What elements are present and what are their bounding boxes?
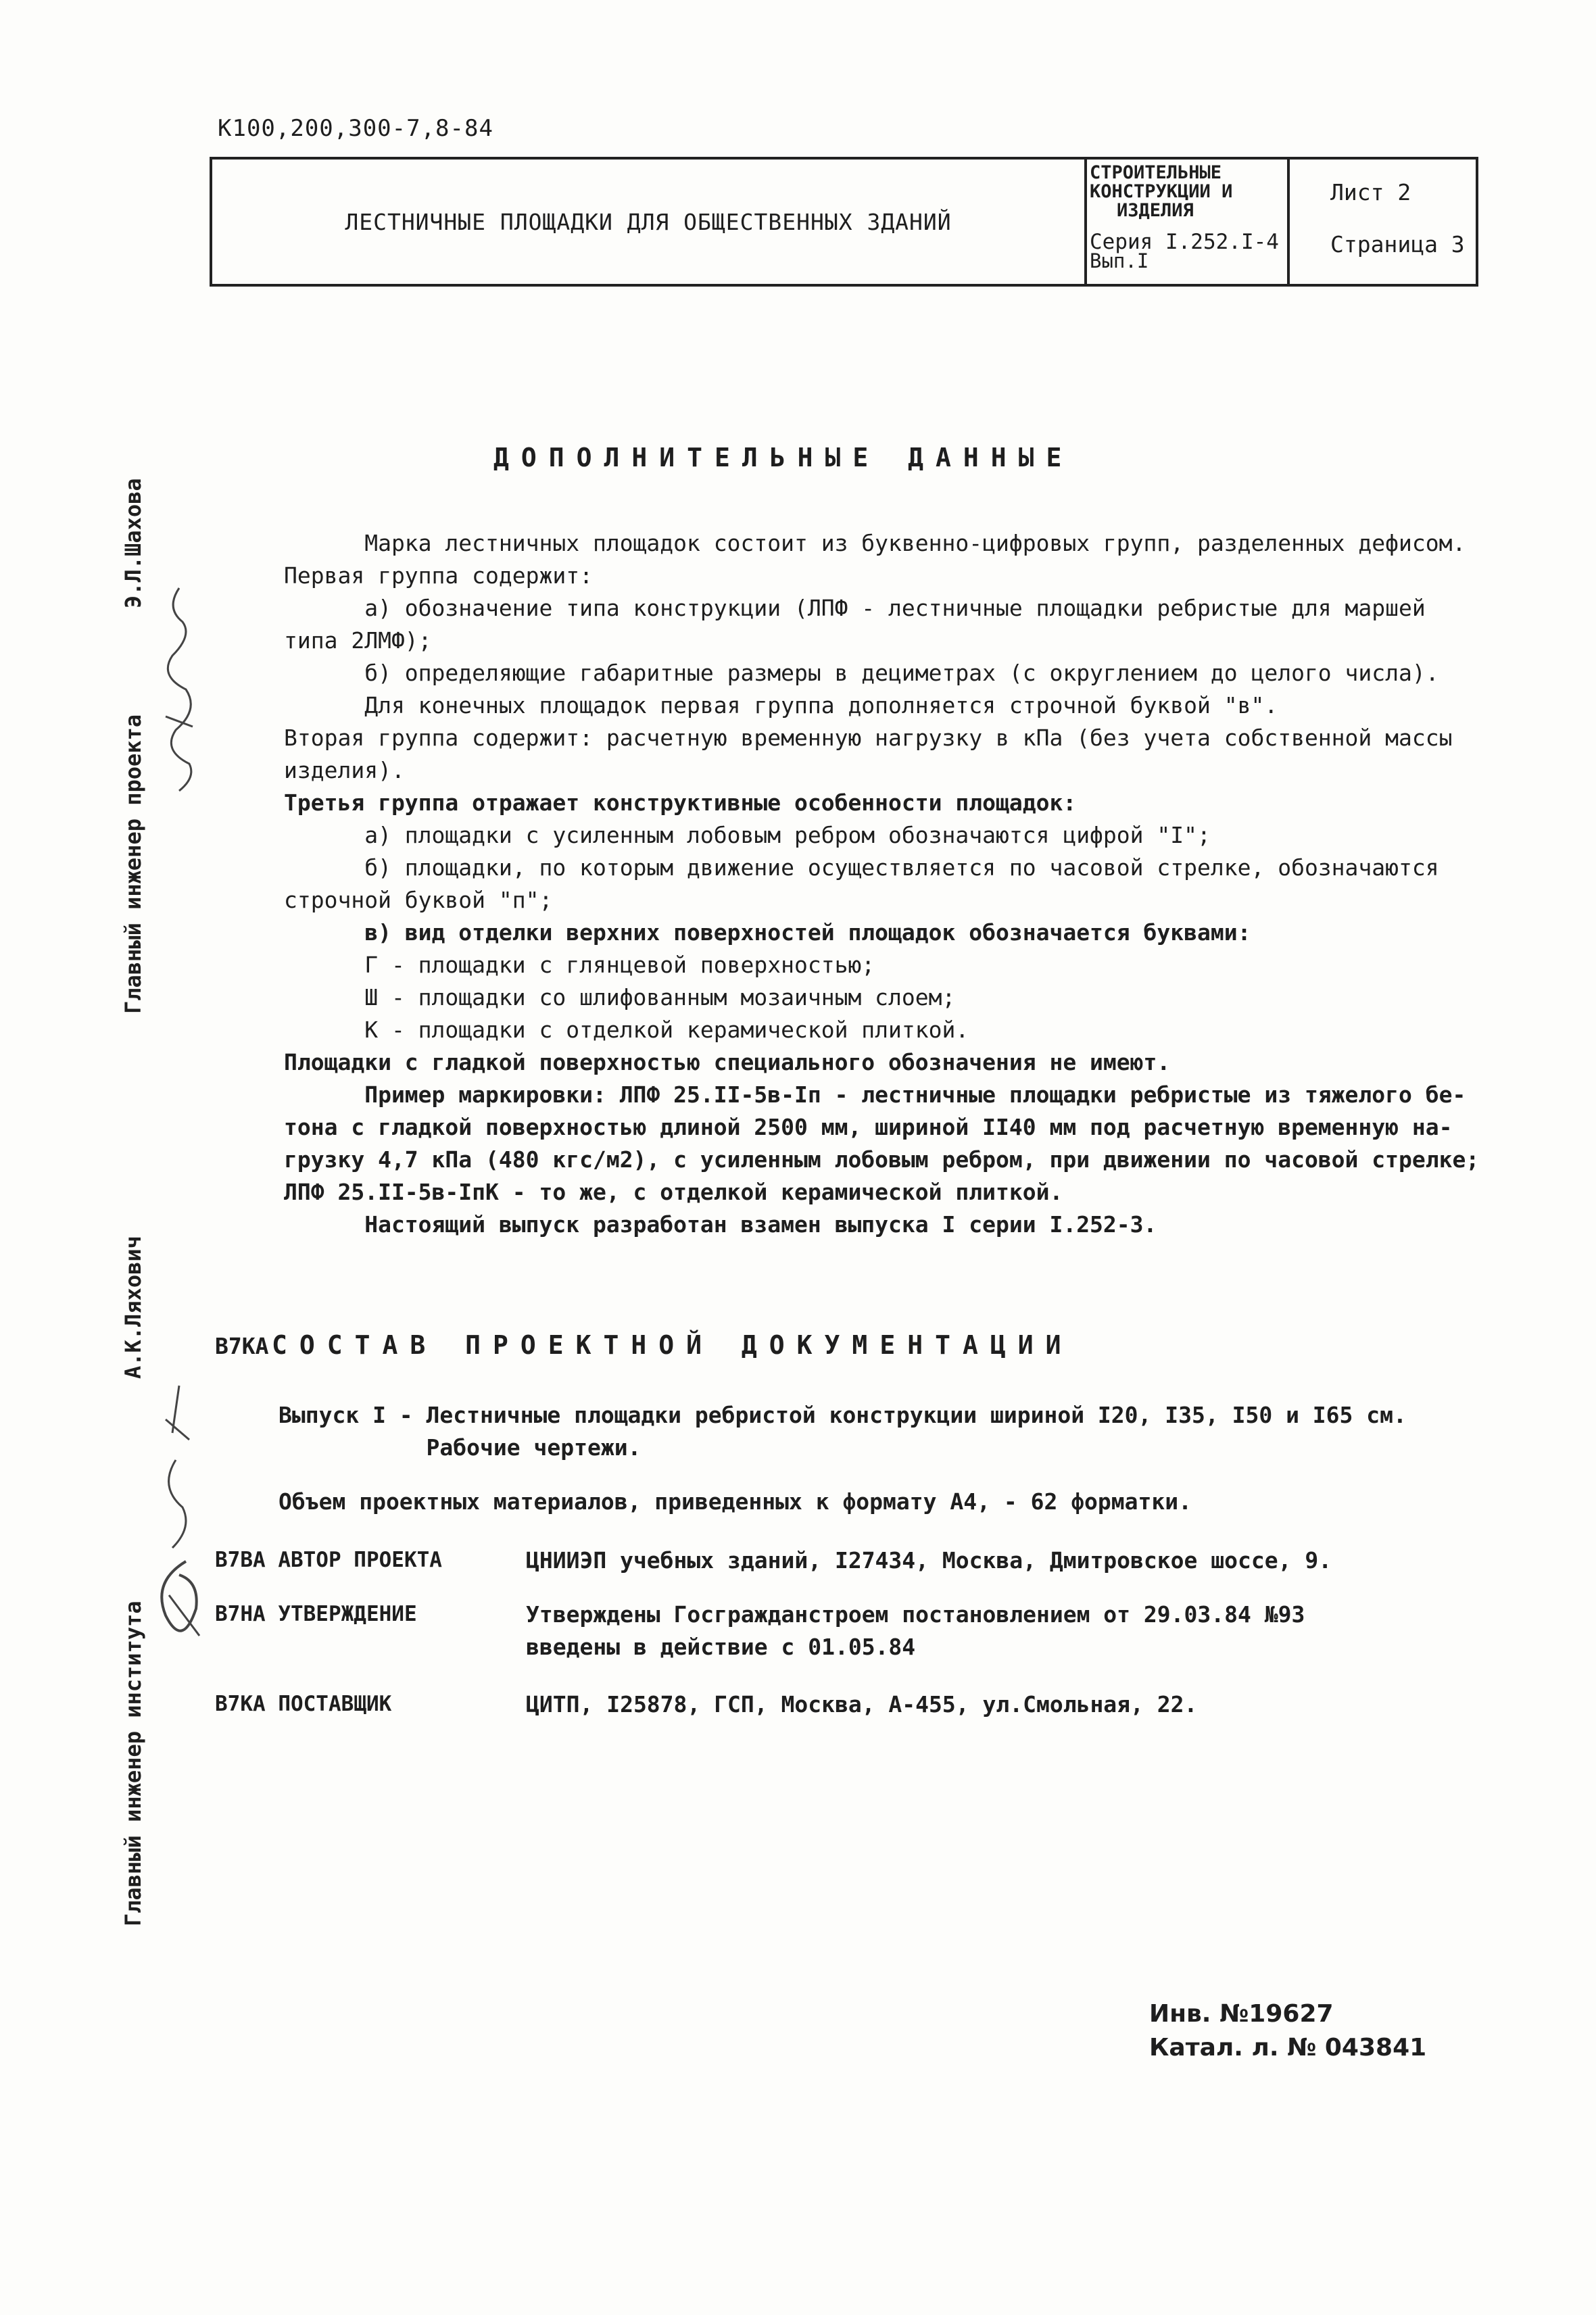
text-line: Ш - площадки со шлифованным мозаичным слоем;: [284, 984, 956, 1010]
stamp-series: Серия I.252.I-4: [1090, 230, 1279, 254]
text-line: Площадки с гладкой поверхностью специального обозначения не имеют.: [284, 1049, 1171, 1075]
row-label-author: В7ВА АВТОР ПРОЕКТА: [215, 1548, 442, 1572]
signature-2: [145, 1379, 206, 1663]
section-heading-documentation: СОСТАВ ПРОЕКТНОЙ ДОКУМЕНТАЦИИ: [272, 1330, 1073, 1360]
stamp-category-1: СТРОИТЕЛЬНЫЕ: [1090, 162, 1222, 183]
inventory-number: Инв. №19627: [1149, 2000, 1334, 2028]
text-line: б) определяющие габаритные размеры в дециметрах (с округлением до целого числа).: [284, 660, 1439, 686]
title-stamp: [210, 157, 1478, 287]
stamp-issue: Вып.I: [1090, 249, 1149, 272]
stamp-title: ЛЕСТНИЧНЫЕ ПЛОЩАДКИ ДЛЯ ОБЩЕСТВЕННЫХ ЗДАНИЙ: [212, 160, 1087, 284]
text-line: грузку 4,7 кПа (480 кгс/м2), с усиленным лобовым ребром, при движении по часовой стрелке;: [284, 1146, 1480, 1173]
text-line: тона с гладкой поверхностью длиной 2500 мм, шириной II40 мм под расчетную временную на-: [284, 1114, 1453, 1140]
text-line: ЛПФ 25.II-5в-IпК - то же, с отделкой керамической плиткой.: [284, 1179, 1063, 1205]
catalog-number: Катал. л. № 043841: [1149, 2034, 1427, 2062]
sidebar-name-lyakhovich: А.К.Ляхович: [120, 1236, 146, 1379]
stamp-category-3: ИЗДЕЛИЯ: [1117, 200, 1194, 221]
text-line: а) площадки с усиленным лобовым ребром обозначаются цифрой "I";: [284, 822, 1211, 848]
stamp-sheet: Лист 2: [1330, 179, 1411, 205]
text-line: в) вид отделки верхних поверхностей площадок обозначается буквами:: [284, 919, 1251, 946]
document-code: К100,200,300-7,8-84: [218, 115, 493, 142]
text-line: Для конечных площадок первая группа дополняется строчной буквой "в".: [284, 692, 1278, 718]
text-line: Пример маркировки: ЛПФ 25.II-5в-Iп - лестничные площадки ребристые из тяжелого бе-: [284, 1081, 1466, 1108]
section2-code: В7КА: [215, 1333, 269, 1359]
text-line: Марка лестничных площадок состоит из буквенно-цифровых групп, разделенных дефисом.: [284, 530, 1466, 556]
stamp-page: Страница 3: [1330, 231, 1465, 258]
sidebar-label-chief-engineer-institute: Главный инженер института: [120, 1601, 146, 1926]
stamp-sheet-info: [1290, 160, 1476, 284]
text-line: б) площадки, по которым движение осуществляется по часовой стрелке, обозначаются: [284, 854, 1439, 881]
text-line: Третья группа отражает конструктивные особенности площадок:: [284, 789, 1077, 816]
section-heading-additional-data: ДОПОЛНИТЕЛЬНЫЕ ДАННЫЕ: [493, 443, 1074, 472]
volume-line: Объем проектных материалов, приведенных к формату А4, - 62 форматки.: [279, 1488, 1192, 1515]
additional-data-body: [284, 527, 1479, 1241]
text-line: изделия).: [284, 757, 405, 783]
row-label-approval: В7НА УТВЕРЖДЕНИЕ: [215, 1602, 417, 1626]
row-text-approval-2: введены в действие с 01.05.84: [526, 1634, 916, 1660]
text-line: Настоящий выпуск разработан взамен выпуска I серии I.252-3.: [284, 1211, 1157, 1238]
row-text-supplier: ЦИТП, I25878, ГСП, Москва, А-455, ул.Смольная, 22.: [526, 1691, 1198, 1717]
signature-1: [152, 581, 206, 798]
stamp-category-2: КОНСТРУКЦИИ И: [1090, 181, 1233, 202]
stamp-category: [1087, 160, 1290, 284]
text-line: типа 2ЛМФ);: [284, 627, 432, 654]
text-line: К - площадки с отделкой керамической плиткой.: [284, 1017, 969, 1043]
issue-line-1: Выпуск I - Лестничные площадки ребристой конструкции шириной I20, I35, I50 и I65 см.: [279, 1402, 1407, 1428]
row-label-supplier: В7КА ПОСТАВЩИК: [215, 1692, 392, 1716]
sidebar-label-chief-engineer-project: Главный инженер проекта: [120, 714, 146, 1014]
row-text-author: ЦНИИЭП учебных зданий, I27434, Москва, Дмитровское шоссе, 9.: [526, 1547, 1332, 1574]
text-line: а) обозначение типа конструкции (ЛПФ - лестничные площадки ребристые для маршей: [284, 595, 1426, 621]
text-line: Первая группа содержит:: [284, 562, 593, 589]
text-line: Г - площадки с глянцевой поверхностью;: [284, 952, 875, 978]
row-text-approval: Утверждены Госгражданстроем постановлением от 29.03.84 №93: [526, 1601, 1305, 1628]
sidebar-name-shakhova: Э.Л.Шахова: [120, 478, 146, 608]
text-line: строчной буквой "п";: [284, 887, 553, 913]
issue-line-2: Рабочие чертежи.: [279, 1434, 642, 1461]
text-line: Вторая группа содержит: расчетную временную нагрузку в кПа (без учета собственной массы: [284, 725, 1453, 751]
